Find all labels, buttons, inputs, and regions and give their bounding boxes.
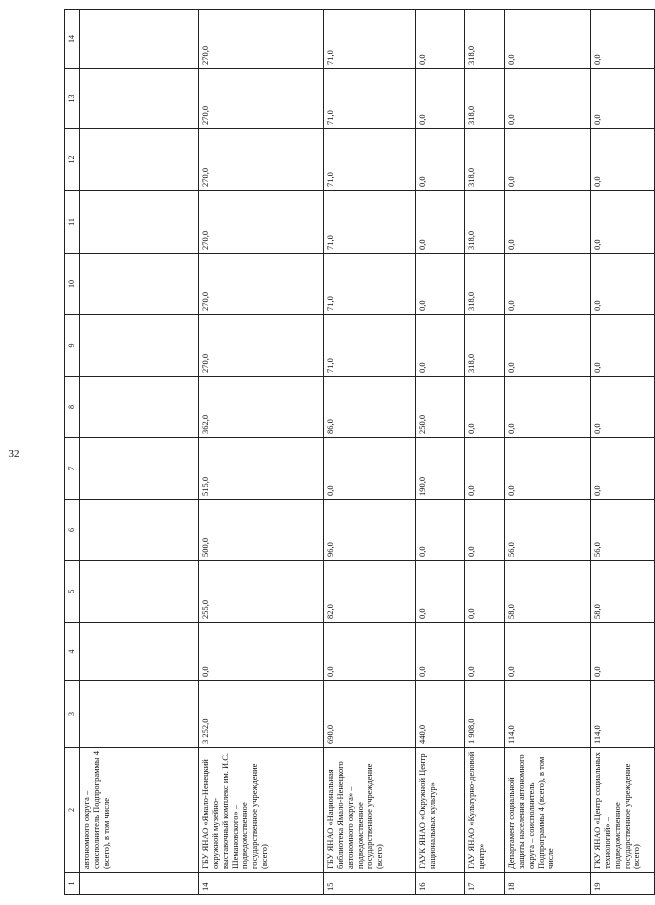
row-number-cell: 14 bbox=[199, 873, 324, 895]
column-header-5: 5 bbox=[65, 561, 80, 623]
value-cell: 0,0 bbox=[591, 623, 655, 681]
table-body bbox=[80, 10, 655, 895]
value-cell: 56,0 bbox=[505, 500, 591, 561]
value-cell: 86,0 bbox=[324, 377, 416, 438]
value-cell: 270,0 bbox=[199, 129, 324, 191]
value-cell: 318,0 bbox=[465, 69, 505, 129]
value-cell: 318,0 bbox=[465, 315, 505, 377]
value-cell: 0,0 bbox=[591, 69, 655, 129]
row-name-cell: ГАУК ЯНАО «Окружной Центр национальных культур» bbox=[416, 748, 465, 873]
table-row bbox=[416, 10, 465, 895]
value-cell: 71,0 bbox=[324, 315, 416, 377]
column-header-9: 9 bbox=[65, 315, 80, 377]
value-cell: 58,0 bbox=[505, 561, 591, 623]
value-cell: 0,0 bbox=[416, 129, 465, 191]
value-cell: 0,0 bbox=[505, 438, 591, 500]
value-cell: 3 252,0 bbox=[199, 681, 324, 748]
row-number-cell: 15 bbox=[324, 873, 416, 895]
value-cell: 318,0 bbox=[465, 254, 505, 315]
row-name-cell: ГАУ ЯНАО «Культурно-деловой центр» bbox=[465, 748, 505, 873]
value-cell: 0,0 bbox=[505, 10, 591, 69]
column-header-14: 14 bbox=[65, 10, 80, 69]
row-name-cell: ГКУ ЯНАО «Центр социальных технологий» – подведомственное государственное учреждение (всего) bbox=[591, 748, 655, 873]
column-header-6: 6 bbox=[65, 500, 80, 561]
value-cell: 270,0 bbox=[199, 10, 324, 69]
value-cell bbox=[80, 438, 199, 500]
value-cell: 0,0 bbox=[324, 438, 416, 500]
value-cell bbox=[80, 623, 199, 681]
column-header-2: 2 bbox=[65, 748, 80, 873]
value-cell: 0,0 bbox=[416, 500, 465, 561]
value-cell bbox=[80, 315, 199, 377]
value-cell: 270,0 bbox=[199, 69, 324, 129]
value-cell: 270,0 bbox=[199, 254, 324, 315]
value-cell: 0,0 bbox=[416, 623, 465, 681]
page-number: 32 bbox=[8, 448, 20, 460]
value-cell: 0,0 bbox=[591, 315, 655, 377]
value-cell: 56,0 bbox=[591, 500, 655, 561]
value-cell: 0,0 bbox=[505, 69, 591, 129]
value-cell: 0,0 bbox=[591, 254, 655, 315]
value-cell: 1 908,0 bbox=[465, 681, 505, 748]
value-cell: 690,0 bbox=[324, 681, 416, 748]
value-cell bbox=[80, 191, 199, 254]
value-cell: 0,0 bbox=[591, 191, 655, 254]
table-row bbox=[591, 10, 655, 895]
value-cell: 250,0 bbox=[416, 377, 465, 438]
value-cell: 0,0 bbox=[591, 10, 655, 69]
value-cell: 0,0 bbox=[465, 623, 505, 681]
value-cell: 255,0 bbox=[199, 561, 324, 623]
value-cell bbox=[80, 500, 199, 561]
value-cell: 0,0 bbox=[199, 623, 324, 681]
table-row bbox=[505, 10, 591, 895]
value-cell: 71,0 bbox=[324, 191, 416, 254]
value-cell: 71,0 bbox=[324, 254, 416, 315]
row-name-cell: автономного округа – соисполнитель Подпрограммы 4 (всего), в том числе bbox=[80, 748, 199, 873]
column-header-11: 11 bbox=[65, 191, 80, 254]
value-cell: 318,0 bbox=[465, 191, 505, 254]
row-name-cell: Департамент социальной защиты населения автономного округа – соисполнитель Подпрограммы 4 (всего), в том числе bbox=[505, 748, 591, 873]
value-cell: 0,0 bbox=[505, 191, 591, 254]
value-cell: 71,0 bbox=[324, 10, 416, 69]
budget-table bbox=[64, 9, 655, 895]
table-row bbox=[324, 10, 416, 895]
column-header-8: 8 bbox=[65, 377, 80, 438]
column-number-header-row bbox=[65, 10, 80, 895]
value-cell: 0,0 bbox=[416, 254, 465, 315]
value-cell: 0,0 bbox=[505, 377, 591, 438]
value-cell: 0,0 bbox=[591, 129, 655, 191]
value-cell: 0,0 bbox=[505, 623, 591, 681]
value-cell: 58,0 bbox=[591, 561, 655, 623]
column-header-3: 3 bbox=[65, 681, 80, 748]
row-number-cell: 19 bbox=[591, 873, 655, 895]
value-cell: 0,0 bbox=[505, 254, 591, 315]
value-cell: 500,0 bbox=[199, 500, 324, 561]
column-header-4: 4 bbox=[65, 623, 80, 681]
value-cell: 362,0 bbox=[199, 377, 324, 438]
column-header-13: 13 bbox=[65, 69, 80, 129]
row-number-cell: 16 bbox=[416, 873, 465, 895]
row-name-cell: ГБУ ЯНАО «Национальная библиотека Ямало-Ненецкого автономного округа» – подведомственное государственное учреждение (всего) bbox=[324, 748, 416, 873]
row-number-cell: 18 bbox=[505, 873, 591, 895]
value-cell bbox=[80, 254, 199, 315]
value-cell: 0,0 bbox=[416, 69, 465, 129]
column-header-10: 10 bbox=[65, 254, 80, 315]
value-cell bbox=[80, 681, 199, 748]
value-cell: 71,0 bbox=[324, 129, 416, 191]
value-cell: 114,0 bbox=[591, 681, 655, 748]
value-cell: 0,0 bbox=[416, 191, 465, 254]
value-cell: 0,0 bbox=[591, 377, 655, 438]
value-cell: 0,0 bbox=[591, 438, 655, 500]
value-cell bbox=[80, 129, 199, 191]
value-cell: 0,0 bbox=[505, 315, 591, 377]
table-row bbox=[80, 10, 199, 895]
value-cell: 114,0 bbox=[505, 681, 591, 748]
value-cell: 0,0 bbox=[465, 438, 505, 500]
value-cell bbox=[80, 377, 199, 438]
value-cell: 0,0 bbox=[416, 315, 465, 377]
value-cell: 0,0 bbox=[465, 377, 505, 438]
value-cell: 0,0 bbox=[465, 561, 505, 623]
value-cell: 82,0 bbox=[324, 561, 416, 623]
row-number-cell bbox=[80, 873, 199, 895]
rotated-table-container bbox=[64, 10, 642, 895]
value-cell: 190,0 bbox=[416, 438, 465, 500]
row-name-cell: ГБУ ЯНАО «Ямало-Ненецкий окружной музейно-выставочный комплекс им. И.С. Шемановского» – подведомственное государственное учреждение (всего) bbox=[199, 748, 324, 873]
value-cell bbox=[80, 69, 199, 129]
table-row bbox=[465, 10, 505, 895]
value-cell: 270,0 bbox=[199, 315, 324, 377]
value-cell: 71,0 bbox=[324, 69, 416, 129]
column-header-7: 7 bbox=[65, 438, 80, 500]
value-cell: 96,0 bbox=[324, 500, 416, 561]
value-cell: 0,0 bbox=[416, 10, 465, 69]
value-cell bbox=[80, 10, 199, 69]
value-cell: 318,0 bbox=[465, 129, 505, 191]
value-cell: 318,0 bbox=[465, 10, 505, 69]
column-header-12: 12 bbox=[65, 129, 80, 191]
value-cell: 0,0 bbox=[505, 129, 591, 191]
value-cell: 0,0 bbox=[416, 561, 465, 623]
table-row bbox=[199, 10, 324, 895]
value-cell: 440,0 bbox=[416, 681, 465, 748]
value-cell: 270,0 bbox=[199, 191, 324, 254]
value-cell: 0,0 bbox=[465, 500, 505, 561]
column-header-1: 1 bbox=[65, 873, 80, 895]
row-number-cell: 17 bbox=[465, 873, 505, 895]
value-cell: 515,0 bbox=[199, 438, 324, 500]
value-cell bbox=[80, 561, 199, 623]
value-cell: 0,0 bbox=[324, 623, 416, 681]
